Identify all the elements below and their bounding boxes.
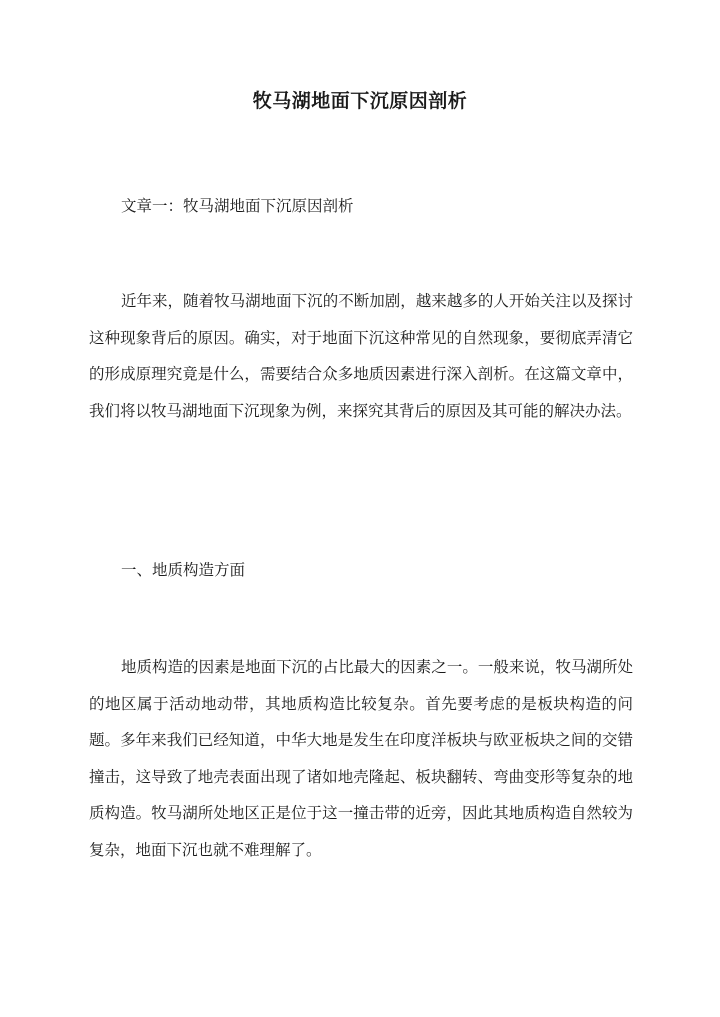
intro-paragraph: 近年来，随着牧马湖地面下沉的不断加剧，越来越多的人开始关注以及探讨这种现象背后的原因。确实，对于地面下沉这种常见的自然现象，要彻底弄清它的形成原理究竟是什么，需要结合众多地质因素进行深入剖析。在这篇文章中，我们将以牧马湖地面下沉现象为例，来探究其背后的原因及其可能的解决办法。 [89, 292, 633, 420]
document-title: 牧马湖地面下沉原因剖析 [252, 90, 468, 112]
section-heading: 一、地质构造方面 [121, 561, 246, 579]
article-subtitle: 文章一：牧马湖地面下沉原因剖析 [121, 197, 354, 215]
section-paragraph: 地质构造的因素是地面下沉的占比最大的因素之一。一般来说，牧马湖所处的地区属于活动地动带，其地质构造比较复杂。首先要考虑的是板块构造的问题。多年来我们已经知道，中华大地是发生在印度洋板块与欧亚板块之间的交错撞击，这导致了地壳表面出现了诸如地壳隆起、板块翻转、弯曲变形等复杂的地质构造。牧马湖所处地区正是位于这一撞击带的近旁，因此其地质构造自然较为复杂，地面下沉也就不难理解了。 [89, 658, 633, 859]
